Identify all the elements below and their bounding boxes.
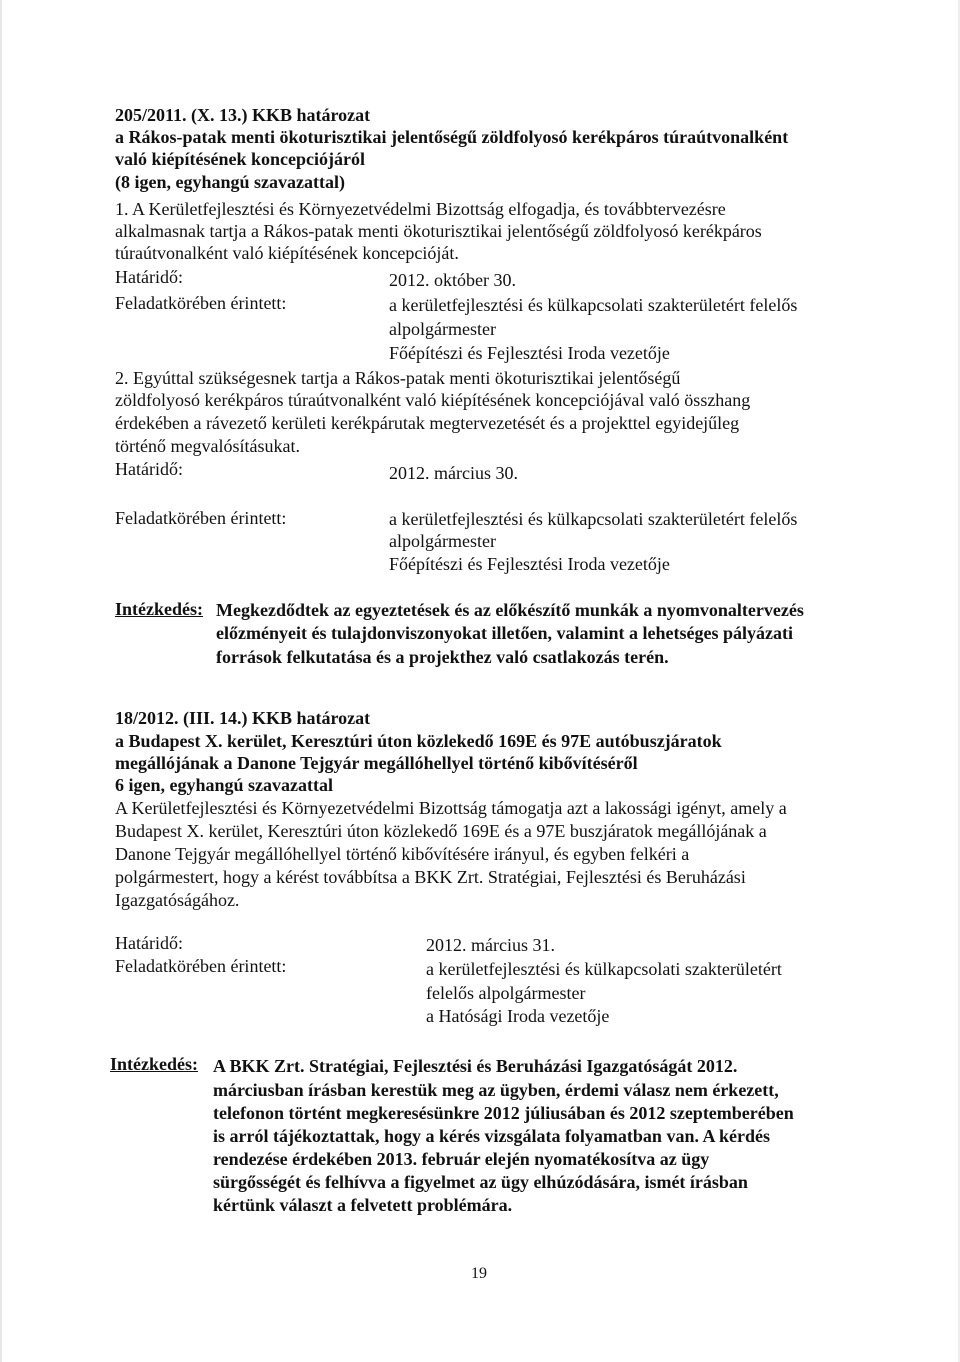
action-line: források felkutatása és a projekthez való csatlakozás terén.	[216, 647, 669, 667]
heading-line: a Rákos-patak menti ökoturisztikai jelentőségű zöldfolyosó kerékpáros túraútvonalként	[115, 127, 789, 147]
scan-left-edge	[0, 0, 2, 1362]
paragraph-line: érdekében a rávezető kerületi kerékpárutak megtervezetését és a projekttel egyidejűleg	[115, 413, 740, 433]
responsible-line: a Hatósági Iroda vezetője	[426, 1006, 610, 1026]
responsible-line: a kerületfejlesztési és külkapcsolati szakterületért felelős	[389, 295, 798, 315]
responsible-line: Főépítészi és Fejlesztési Iroda vezetője	[389, 343, 670, 363]
responsible-line: alpolgármester	[389, 531, 496, 551]
action-label: Intézkedés:	[110, 1054, 198, 1074]
vote-result: 6 igen, egyhangú szavazattal	[115, 775, 333, 795]
paragraph-line: zöldfolyosó kerékpáros túraútvonalként való kiépítésének koncepciójával való összhang	[115, 390, 751, 410]
paragraph-line: polgármestert, hogy a kérést továbbítsa a BKK Zrt. Stratégiai, Fejlesztési és Beruházási	[115, 867, 746, 887]
action-line: rendezése érdekében 2013. február elején nyomatékosítva az ügy	[213, 1149, 710, 1169]
responsible-line: felelős alpolgármester	[426, 983, 586, 1003]
page-number: 19	[471, 1265, 487, 1282]
deadline-label: Határidő:	[115, 933, 183, 953]
action-line: sürgősségét és felhívva a figyelmet az ügy elhúzódására, ismét írásban	[213, 1172, 748, 1192]
paragraph-line: Budapest X. kerület, Keresztúri úton közlekedő 169E és a 97E buszjáratok megállójának a	[115, 821, 767, 841]
action-line: előzményeit és tulajdonviszonyokat illetően, valamint a lehetséges pályázati	[216, 623, 793, 643]
deadline-value: 2012. március 31.	[426, 935, 555, 955]
paragraph-line: Danone Tejgyár megállóhellyel történő kibővítésére irányul, és egyben felkéri a	[115, 844, 690, 864]
deadline-label: Határidő:	[115, 267, 183, 287]
heading-line: való kiépítésének koncepciójáról	[115, 149, 365, 169]
action-label: Intézkedés:	[115, 599, 203, 619]
paragraph-line: túraútvonalként való kiépítésének koncepcióját.	[115, 243, 459, 263]
vote-result: (8 igen, egyhangú szavazattal)	[115, 172, 345, 192]
responsible-label: Feladatkörében érintett:	[115, 956, 287, 976]
deadline-label: Határidő:	[115, 459, 183, 479]
action-line: is arról tájékoztattak, hogy a kérés vizsgálata folyamatban van. A kérdés	[213, 1126, 770, 1146]
resolution-number-205: 205/2011. (X. 13.) KKB határozat	[115, 105, 371, 125]
action-line: telefonon történt megkeresésünkre 2012 júliusában és 2012 szeptemberében	[213, 1103, 794, 1123]
responsible-label: Feladatkörében érintett:	[115, 293, 287, 313]
action-line: A BKK Zrt. Stratégiai, Fejlesztési és Beruházási Igazgatóságát 2012.	[213, 1056, 738, 1076]
action-line: márciusban írásban kerestük meg az ügyben, érdemi válasz nem érkezett,	[213, 1080, 779, 1100]
deadline-value: 2012. október 30.	[389, 270, 516, 290]
resolution-number-18: 18/2012. (III. 14.) KKB határozat	[115, 708, 371, 728]
paragraph-line: történő megvalósításukat.	[115, 436, 300, 456]
paragraph-line: alkalmasnak tartja a Rákos-patak menti ökoturisztikai jelentőségű zöldfolyosó kerékpáros	[115, 221, 762, 241]
heading-line: a Budapest X. kerület, Keresztúri úton közlekedő 169E és 97E autóbuszjáratok	[115, 731, 722, 751]
deadline-value: 2012. március 30.	[389, 463, 518, 483]
heading-line: megállójának a Danone Tejgyár megállóhellyel történő kibővítéséről	[115, 753, 638, 773]
action-line: Megkezdődtek az egyeztetések és az előkészítő munkák a nyomvonaltervezés	[216, 600, 804, 620]
paragraph-line: 1. A Kerületfejlesztési és Környezetvédelmi Bizottság elfogadja, és továbbtervezésre	[115, 199, 726, 219]
responsible-label: Feladatkörében érintett:	[115, 508, 287, 528]
action-line: kértünk választ a felvetett problémára.	[213, 1195, 513, 1215]
responsible-line: a kerületfejlesztési és külkapcsolati szakterületért	[426, 959, 782, 979]
responsible-line: alpolgármester	[389, 319, 496, 339]
paragraph-line: A Kerületfejlesztési és Környezetvédelmi Bizottság támogatja azt a lakossági igényt, amely a	[115, 798, 787, 818]
paragraph-line: 2. Egyúttal szükségesnek tartja a Rákos-patak menti ökoturisztikai jelentőségű	[115, 368, 681, 388]
paragraph-line: Igazgatóságához.	[115, 890, 240, 910]
responsible-line: a kerületfejlesztési és külkapcsolati szakterületért felelős	[389, 509, 798, 529]
responsible-line: Főépítészi és Fejlesztési Iroda vezetője	[389, 554, 670, 574]
